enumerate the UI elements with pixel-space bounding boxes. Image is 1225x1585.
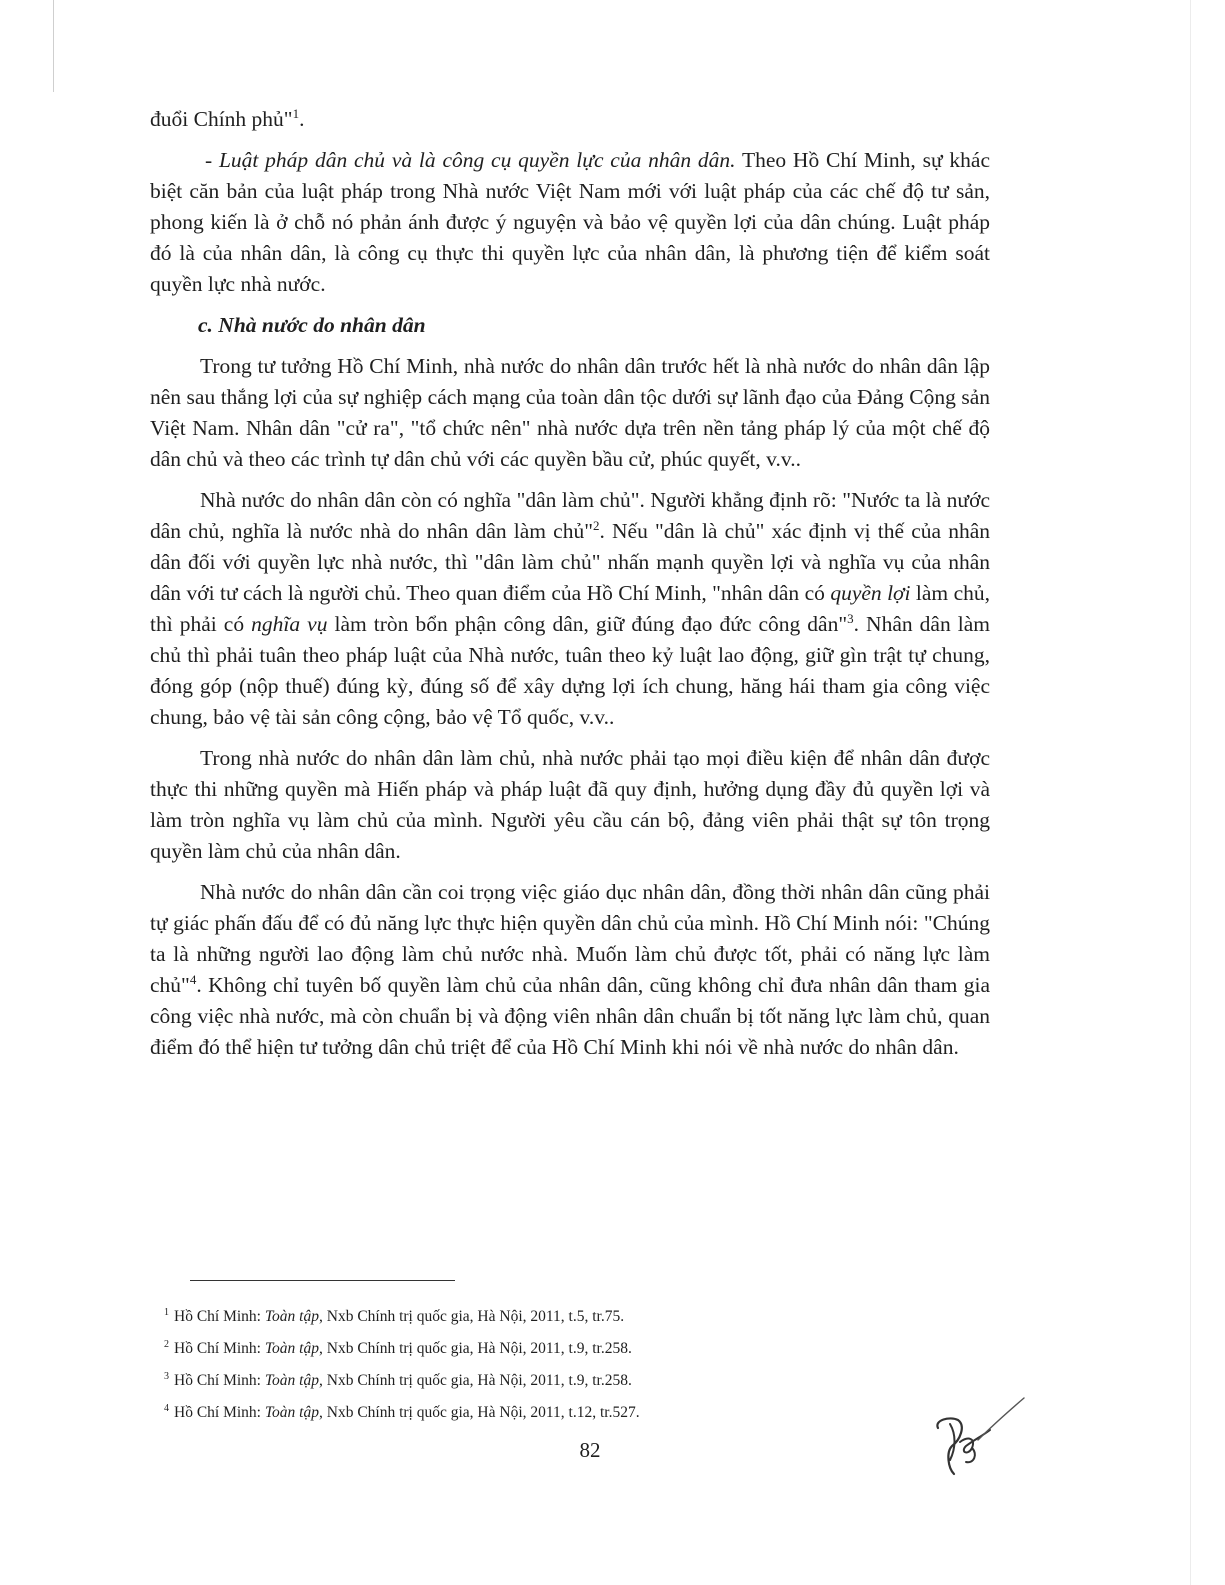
footnote-2 <box>164 1331 864 1363</box>
opening-line <box>150 104 990 135</box>
law-body: Theo Hồ Chí Minh, sự khác biệt căn bản của luật pháp trong Nhà nước Việt Nam mới với luật pháp của các chế độ tư sản, phong kiến là ở chỗ nó phản ánh được ý nguyện và bảo vệ quyền lợi của dân chúng. Luật pháp đó là của nhân dân, là công cụ thực thi quyền lực của nhân dân, là phương tiện để kiểm soát quyền lực nhà nước. <box>150 148 991 296</box>
scan-edge-right <box>1190 0 1191 1585</box>
footnote-4 <box>164 1395 864 1427</box>
paragraph-4 <box>150 877 990 1063</box>
p4-b: . Không chỉ tuyên bố quyền làm chủ của nhân dân, cũng không chỉ đưa nhân dân tham gia công việc nhà nước, mà còn chuẩn bị và động viên nhân dân chuẩn bị tốt năng lực làm chủ, quan điểm đó thể hiện tư tưởng dân chủ triệt để của Hồ Chí Minh khi nói về nhà nước do nhân dân. <box>150 973 990 1059</box>
footnote-divider <box>190 1280 455 1281</box>
p2-e: . Nhân dân làm chủ thì phải tuân theo pháp luật của Nhà nước, tuân theo kỷ luật lao động, giữ gìn trật tự chung, đóng góp (nộp thuế) đúng kỳ, đúng số để xây dựng lợi ích chung, hăng hái tham gia công việc chung, bảo vệ tài sản công cộng, bảo vệ Tổ quốc, v.v.. <box>150 612 990 729</box>
footnote-number: 3 <box>164 1371 169 1383</box>
p2-d: làm tròn bổn phận công dân, giữ đúng đạo đức công dân" <box>327 612 848 636</box>
scan-edge-left <box>53 0 54 92</box>
footnotes <box>164 1299 864 1428</box>
footnote-title: Toàn tập <box>264 1404 319 1422</box>
footnote-author: Hồ Chí Minh: <box>174 1340 265 1358</box>
footnote-citation: , Nxb Chính trị quốc gia, Hà Nội, 2011, t.9, tr.258. <box>319 1372 632 1390</box>
footnote-author: Hồ Chí Minh: <box>174 1308 265 1326</box>
footnote-citation: , Nxb Chính trị quốc gia, Hà Nội, 2011, t.9, tr.258. <box>319 1340 632 1358</box>
footnote-ref-4[interactable]: 4 <box>189 971 197 987</box>
footnote-author: Hồ Chí Minh: <box>174 1372 265 1390</box>
footnote-ref-2[interactable]: 2 <box>592 517 600 533</box>
footnote-3 <box>164 1363 864 1395</box>
handwritten-signature <box>920 1390 1030 1500</box>
opening-text: đuổi Chính phủ" <box>150 107 293 131</box>
footnote-citation: , Nxb Chính trị quốc gia, Hà Nội, 2011, t.12, tr.527. <box>319 1404 640 1422</box>
footnote-title: Toàn tập <box>264 1308 319 1326</box>
footnote-1 <box>164 1299 864 1331</box>
paragraph-2 <box>150 485 990 733</box>
section-heading: c. Nhà nước do nhân dân <box>198 313 426 337</box>
footnote-ref-3[interactable]: 3 <box>847 610 854 626</box>
p2-c: làm chủ, thì phải có <box>150 581 990 636</box>
paragraph-3: Trong nhà nước do nhân dân làm chủ, nhà nước phải tạo mọi điều kiện để nhân dân được thực thi những quyền mà Hiến pháp và pháp luật đã quy định, hưởng dụng đầy đủ quyền lợi và làm tròn nghĩa vụ làm chủ của mình. Người yêu cầu cán bộ, đảng viên phải thật sự tôn trọng quyền làm chủ của nhân dân. <box>150 746 990 863</box>
footnote-ref-1[interactable]: 1 <box>292 105 300 121</box>
body-text <box>150 104 990 1073</box>
opening-end: . <box>299 107 305 131</box>
footnote-title: Toàn tập <box>264 1372 319 1390</box>
p2-italic-2: nghĩa vụ <box>251 612 328 636</box>
footnote-number: 2 <box>164 1339 169 1351</box>
p4-a: Nhà nước do nhân dân cần coi trọng việc giáo dục nhân dân, đồng thời nhân dân cũng phải tự giác phấn đấu để có đủ năng lực thực hiện quyền dân chủ của mình. Hồ Chí Minh nói: "Chúng ta là những người lao động làm chủ nước nhà. Muốn làm chủ được tốt, phải có năng lực làm chủ" <box>150 880 990 997</box>
law-lead-italic: - Luật pháp dân chủ và là công cụ quyền lực của nhân dân. <box>205 148 736 172</box>
p2-b: . Nếu "dân là chủ" xác định vị thế của nhân dân đối với quyền lực nhà nước, thì "dân làm chủ" nhấn mạnh quyền lợi và nghĩa vụ của nhân dân với tư cách là người chủ. Theo quan điểm của Hồ Chí Minh, "nhân dân có <box>150 519 990 605</box>
footnote-citation: , Nxb Chính trị quốc gia, Hà Nội, 2011, t.5, tr.75. <box>319 1308 625 1326</box>
p2-italic-1: quyền lợi <box>830 581 911 605</box>
page-number: 82 <box>579 1438 601 1462</box>
p2-a: Nhà nước do nhân dân còn có nghĩa "dân làm chủ". Người khẳng định rõ: "Nước ta là nước dân chủ, nghĩa là nước nhà do nhân dân làm chủ" <box>150 488 990 543</box>
paragraph-law <box>150 145 990 300</box>
footnote-number: 4 <box>164 1403 169 1415</box>
paragraph-1: Trong tư tưởng Hồ Chí Minh, nhà nước do nhân dân trước hết là nhà nước do nhân dân lập nên sau thắng lợi của sự nghiệp cách mạng của toàn dân tộc dưới sự lãnh đạo của Đảng Cộng sản Việt Nam. Nhân dân "cử ra", "tổ chức nên" nhà nước dựa trên nền tảng pháp lý của một chế độ dân chủ và theo các trình tự dân chủ với các quyền bầu cử, phúc quyết, v.v.. <box>150 354 990 471</box>
footnote-number: 1 <box>164 1307 169 1318</box>
footnote-title: Toàn tập <box>264 1340 319 1358</box>
footnote-author: Hồ Chí Minh: <box>174 1404 265 1422</box>
